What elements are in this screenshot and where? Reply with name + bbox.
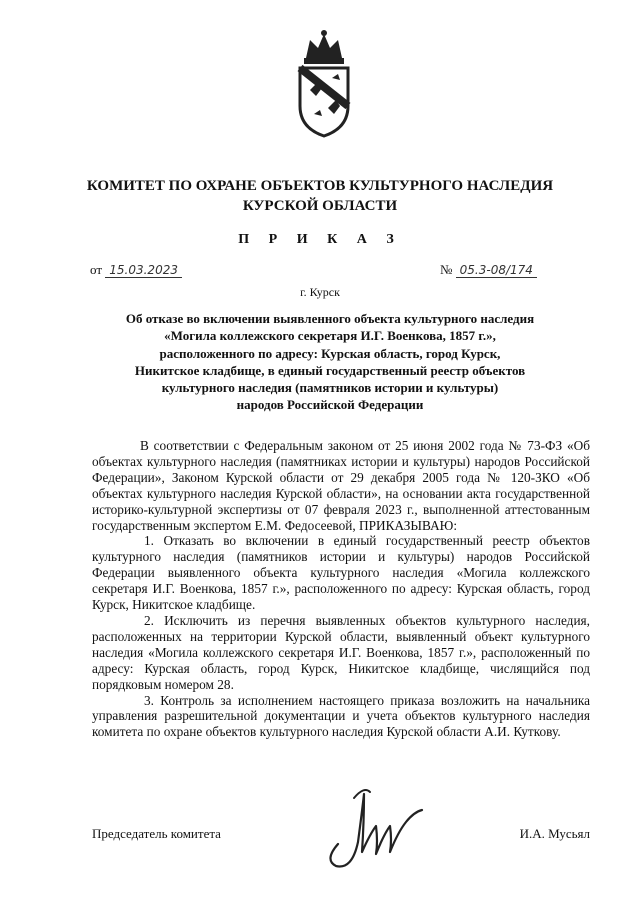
organization-line-2: КУРСКОЙ ОБЛАСТИ: [242, 198, 398, 214]
subject-line: расположенного по адресу: Курская область, город Курск,: [159, 345, 501, 361]
preamble-paragraph: В соответствии с Федеральным законом от 25 июня 2002 года № 73-ФЗ «Об объектах культурного наследия (памятниках истории и культуры) народов Российской Федерации», Законом Курской области от 29 декабря 2005 года № 120-ЗКО «Об объектах культурного наследия Курской области», на основании акта государственной историко-культурной экспертизы от 07 февраля 2023 г., выполненной аттестованным государственным экспертом Е.М. Федосеевой, ПРИКАЗЫВАЮ:: [92, 438, 590, 533]
order-item-2: 2. Исключить из перечня выявленных объектов культурного наследия, расположенных на территории Курской области, выявленный объект культурного наследия «Могила коллежского секретаря И.Г. Военкова, 1857 г.», расположенный по адресу: Курская область, город Курск, Никитское кладбище, числящийся под порядковым номером 28.: [92, 612, 590, 692]
date-value: 15.03.2023: [105, 263, 182, 278]
subject-line: Об отказе во включении выявленного объекта культурного наследия: [125, 311, 535, 326]
order-item-3: 3. Контроль за исполнением настоящего приказа возложить на начальника управления разрешительной документации и учета объектов культурного наследия комитета по охране объектов культурного наследия Курской области А.И. Куткову.: [92, 692, 590, 740]
coat-of-arms-icon: [292, 28, 356, 138]
subject-line: «Могила коллежского секретаря И.Г. Военкова, 1857 г.»,: [164, 328, 496, 344]
subject-line: народов Российской Федерации: [236, 397, 424, 413]
document-number: [440, 262, 537, 278]
signatory-name: И.А. Мусьял: [519, 826, 590, 841]
organization-name: [40, 176, 600, 216]
order-item-1: 1. Отказать во включении в единый государственный реестр объектов культурного наследия (памятников истории и культуры) народов Российской Федерации выявленного объекта культурного наследия «Могила коллежского секретаря И.Г. Военкова, 1857 г.», расположенного по адресу: Курская область, город Курск, Никитское кладбище.: [92, 533, 590, 613]
organization-line-1: КОМИТЕТ ПО ОХРАНЕ ОБЪЕКТОВ КУЛЬТУРНОГО НАСЛЕДИЯ: [86, 178, 554, 194]
subject-line: Никитское кладбище, в единый государственный реестр объектов: [134, 362, 526, 378]
signatory-title: Председатель комитета: [92, 826, 221, 841]
number-prefix: №: [440, 262, 453, 277]
signature-icon: [318, 782, 428, 872]
document-city: г. Курск: [300, 285, 340, 299]
date-prefix: от: [90, 262, 103, 277]
number-value: 05.3-08/174: [456, 263, 537, 278]
document-subject: [100, 310, 560, 414]
subject-line: культурного наследия (памятников истории и культуры): [161, 380, 499, 396]
document-date: [90, 262, 182, 278]
document-type-title: П Р И К А З: [238, 232, 402, 247]
document-body: [92, 438, 590, 740]
